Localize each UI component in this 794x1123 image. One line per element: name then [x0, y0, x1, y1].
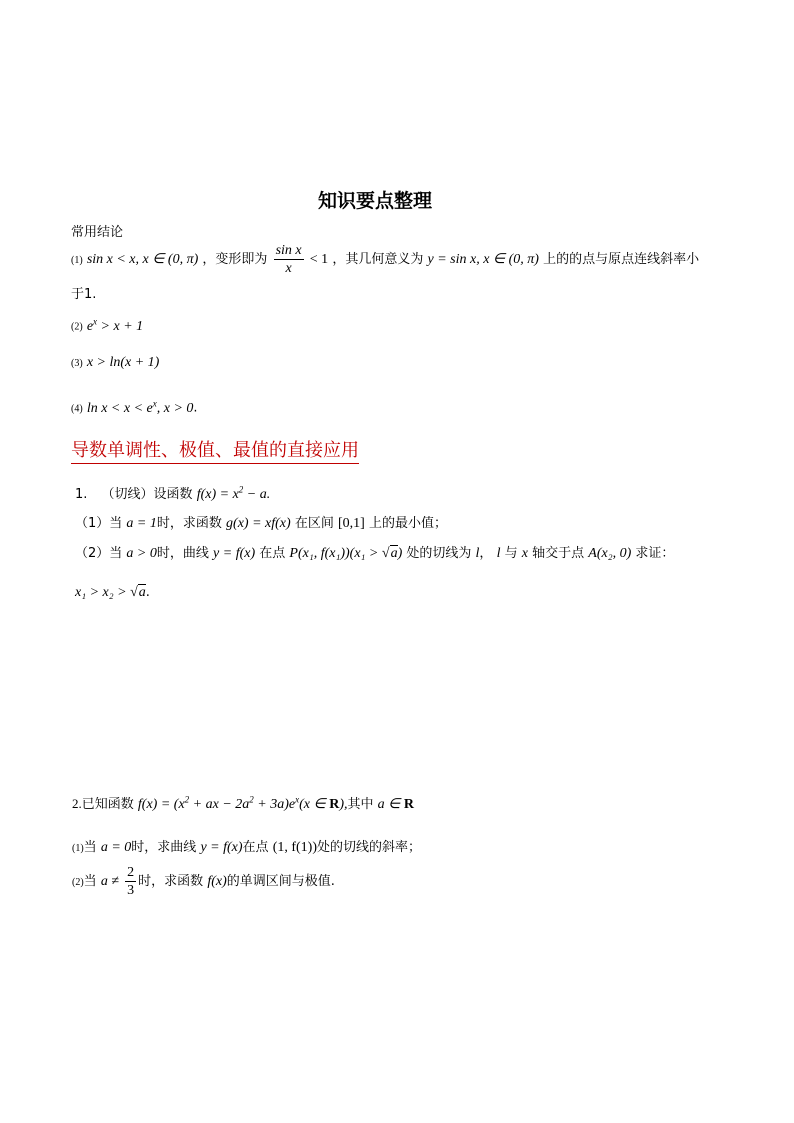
period: .	[145, 585, 150, 600]
problem-number: 2.	[72, 796, 82, 811]
formula: l	[496, 546, 501, 561]
formula: x₁ > x₂ > √a	[75, 585, 146, 600]
fraction-denominator: x	[285, 261, 292, 276]
fraction	[125, 864, 136, 899]
formula-part: + 3a)e	[253, 797, 296, 812]
formula: l	[475, 546, 480, 561]
period: .	[193, 400, 198, 416]
formula-part: ),	[339, 797, 348, 812]
conclusion-1-continued: 于1.	[71, 287, 97, 302]
formula-part: ln x < x < e	[86, 400, 153, 416]
formula: y = sin x, x ∈ (0, π)	[427, 252, 539, 267]
problem-2-stem	[72, 793, 414, 813]
fraction-numerator: 2	[127, 865, 135, 880]
formula-part: f(x) = x	[196, 487, 239, 502]
formula-part: )	[397, 546, 403, 561]
formula-base: e	[86, 318, 94, 334]
formula: a > 0	[126, 546, 157, 561]
formula: y = f(x)	[213, 546, 256, 561]
text: 在点	[259, 546, 286, 561]
formula	[137, 794, 348, 812]
text: 时，求曲线	[131, 840, 197, 855]
problem-1-stem	[75, 483, 270, 503]
formula-superscript: x	[295, 794, 300, 805]
formula-superscript: 2	[238, 484, 244, 495]
formula: sin x < x, x ∈ (0, π)	[86, 252, 199, 267]
formula: a = 1	[126, 516, 157, 531]
formula: A(x₂, 0)	[588, 546, 632, 561]
text: ，其几何意义为	[332, 252, 424, 267]
text: 求证：	[635, 546, 675, 561]
item-number: (1)	[71, 255, 83, 266]
formula-part: + ax − 2a	[189, 797, 250, 812]
formula-superscript: x	[152, 398, 157, 408]
conclusion-4	[71, 398, 198, 417]
formula: y = f(x)	[200, 840, 243, 855]
formula-part: (x ∈	[299, 797, 330, 812]
formula: a = 0	[100, 840, 132, 855]
text: 处的切线的斜率；	[317, 840, 422, 855]
formula-superscript: 2	[249, 794, 254, 805]
problem-2-part-1	[72, 836, 421, 856]
formula: g(x) = xf(x)	[226, 516, 291, 531]
formula: f(x)	[207, 874, 227, 889]
text: 其中	[347, 797, 374, 812]
problem-1-part-2	[75, 542, 674, 562]
formula: [0,1]	[337, 516, 365, 531]
formula-part: f(x) = (x	[137, 797, 185, 812]
formula: P(x₁, f(x₁))(x₁ > √a)	[289, 546, 403, 561]
conclusion-2	[71, 316, 143, 335]
formula-superscript: 2	[184, 794, 190, 805]
item-number: (2)	[71, 321, 83, 333]
real-numbers-symbol: R	[329, 797, 340, 812]
formula-rest: > x + 1	[97, 318, 144, 334]
problem-1-part-2-continued	[75, 585, 150, 601]
fraction-denominator: 3	[127, 883, 135, 898]
formula	[86, 398, 194, 416]
fraction-numerator: sin x	[275, 243, 302, 258]
text: 已知函数	[81, 797, 134, 812]
text: （2）当	[75, 546, 123, 561]
formula	[196, 484, 271, 502]
problem-1-part-1	[75, 512, 447, 532]
formula-part: − a.	[243, 487, 271, 502]
formula-superscript: x	[93, 316, 98, 326]
text: 当	[83, 874, 97, 889]
page-title: 知识要点整理	[318, 190, 433, 212]
formula-part: a ∈	[377, 797, 404, 812]
fraction	[274, 242, 304, 277]
text: ，变形即为	[202, 252, 268, 267]
item-number: (1)	[72, 843, 84, 854]
text: 处的切线为	[406, 546, 472, 561]
formula-part: , x > 0	[156, 400, 194, 416]
sqrt-radicand: a	[138, 585, 146, 600]
section-heading: 导数单调性、极值、最值的直接应用	[71, 436, 359, 464]
item-number: (2)	[72, 877, 84, 888]
text: 当	[83, 840, 97, 855]
text: （1）当	[75, 516, 123, 531]
formula: x > ln(x + 1)	[86, 355, 160, 370]
formula-part: x₁ > x₂ >	[75, 585, 131, 600]
text: 时，求函数	[138, 874, 204, 889]
text: 轴交于点	[532, 546, 585, 561]
item-number: (3)	[71, 358, 83, 369]
text: 的单调区间与极值.	[226, 874, 335, 889]
conclusion-3	[71, 355, 159, 371]
text: （切线）设函数	[101, 487, 193, 502]
problem-2-part-2	[72, 864, 335, 899]
common-conclusions-label: 常用结论	[71, 225, 124, 240]
text: 与	[504, 546, 518, 561]
real-numbers-symbol: R	[403, 797, 414, 812]
formula: x	[521, 546, 528, 561]
sqrt-radicand: a	[390, 546, 398, 561]
formula: a ≠	[100, 874, 120, 889]
text: 时，求函数	[156, 516, 222, 531]
formula: (1, f(1))	[272, 840, 317, 855]
item-number: (4)	[71, 403, 83, 415]
text: 时，曲线	[156, 546, 209, 561]
formula	[378, 797, 414, 812]
formula	[86, 316, 144, 334]
problem-number: 1.	[75, 487, 88, 502]
conclusion-1	[71, 242, 699, 277]
text: 上的的点与原点连线斜率小	[543, 252, 700, 267]
text: 在点	[242, 840, 269, 855]
text: 在区间	[294, 516, 334, 531]
text: 上的最小值；	[368, 516, 447, 531]
formula: < 1	[309, 252, 329, 267]
text: ，	[479, 546, 493, 561]
formula-part: P(x₁, f(x₁))(x₁ >	[289, 546, 382, 561]
